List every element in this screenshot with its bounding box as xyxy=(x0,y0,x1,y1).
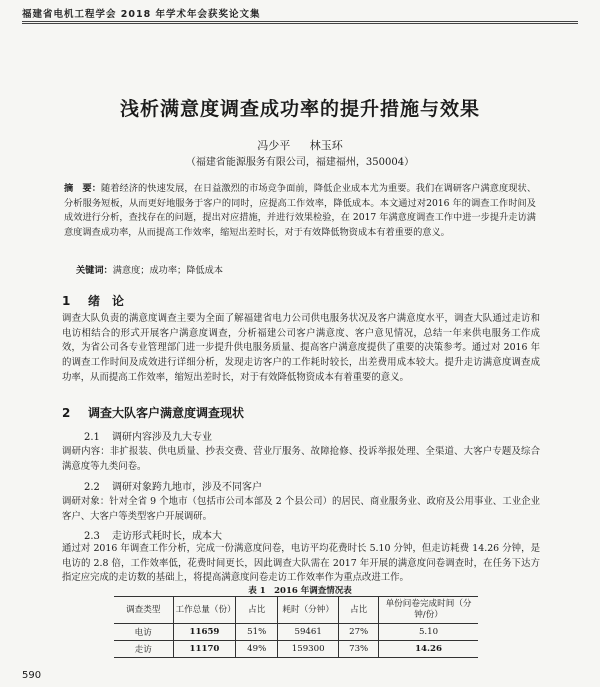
paper-title: 浅析满意度调查成功率的提升措施与效果 xyxy=(119,98,480,120)
section-number: 1 xyxy=(62,294,71,308)
paragraph-survey-targets: 调研对象：针对全省 9 个地市（包括市公司本部及 2 个县公司）的居民、商业服务业、政府及公用事业、工业企业客户、大客户等类型客户开展调研。 xyxy=(62,496,540,522)
header-rule-top xyxy=(22,21,578,22)
subsection-title: 走访形式耗时长，成本大 xyxy=(112,531,222,542)
author-name: 冯少平 xyxy=(257,139,291,152)
table-cell: 电访 xyxy=(114,624,173,641)
table-cell: 27% xyxy=(339,624,379,641)
abstract xyxy=(64,182,536,240)
survey-table xyxy=(114,596,478,658)
paragraph-visit-cost: 通过对 2016 年调查工作分析，完成一份满意度问卷，电访平均花费时长 5.10 分钟，但走访耗费 14.26 分钟，是电访的 2.8 倍，工作效率低，花费时间更长，因此调查大队需在 2017 年开展的满意度问卷调查时，在任务下达方指定应完成的走访数的基础上，将提高满意度问卷走访工作效率作为重点改进工作。 xyxy=(62,543,540,584)
table-cell: 14.26 xyxy=(379,641,478,658)
subsection-heading-2-1 xyxy=(84,428,212,443)
table-header-cell: 占比 xyxy=(236,597,278,624)
keywords xyxy=(76,262,223,276)
section-title: 绪 论 xyxy=(88,294,125,308)
section-number: 2 xyxy=(62,406,71,420)
table-header-row xyxy=(114,597,478,624)
table-cell: 159300 xyxy=(278,641,339,658)
affiliation: （福建省能源服务有限公司，福建福州，350004） xyxy=(185,157,415,168)
paragraph-introduction: 调查大队负责的满意度调查主要为全面了解福建省电力公司供电服务状况及客户满意度水平，调查大队通过走访和电访相结合的形式开展客户满意度调查，分析福建公司客户满意度、客户意见情况，总结一年来供电服务工作成效，为省公司各专业管理部门进一步提升供电服务质量、提高客户满意度提供了重要的决策参考。通过对 2016 年的调查工作时间及成效进行详细分析，发现走访客户的工作耗时较长，出差费用成本较大。提升走访满意度调查成功率，从而提高工作效率，缩短出差时长，对于有效降低物资成本有着重要的意义。 xyxy=(62,313,540,383)
table-header-cell: 调查类型 xyxy=(114,597,173,624)
table-row xyxy=(114,624,478,641)
table-cell: 11170 xyxy=(173,641,236,658)
author-line xyxy=(0,137,600,153)
paragraph-survey-content: 调研内容：非扩报装、供电质量、抄表交费、营业厅服务、故障抢修、投诉举报处理、全渠道、大客户专题及综合满意度等九类问卷。 xyxy=(62,446,540,472)
table-cell: 73% xyxy=(339,641,379,658)
section-heading-1 xyxy=(62,292,124,309)
table-cell: 59461 xyxy=(278,624,339,641)
page-number: 590 xyxy=(22,670,42,681)
keywords-label: 关键词： xyxy=(76,265,113,276)
table-cell: 走访 xyxy=(114,641,173,658)
table-cell: 11659 xyxy=(173,624,236,641)
author-name: 林玉环 xyxy=(309,139,343,152)
subsection-number: 2.2 xyxy=(84,482,100,493)
subsection-title: 调研对象跨九地市，涉及不同客户 xyxy=(112,482,262,493)
table-header-cell: 耗时（分钟） xyxy=(278,597,339,624)
table-cell: 49% xyxy=(236,641,278,658)
subsection-number: 2.3 xyxy=(84,531,100,542)
subsection-number: 2.1 xyxy=(84,432,100,443)
table-header-cell: 工作总量（份） xyxy=(173,597,236,624)
table-cell: 51% xyxy=(236,624,278,641)
table-row xyxy=(114,641,478,658)
table-cell: 5.10 xyxy=(379,624,478,641)
running-header: 福建省电机工程学会 2018 年学术年会获奖论文集 xyxy=(22,9,261,20)
table-header-cell: 占比 xyxy=(339,597,379,624)
header-rule-bottom xyxy=(22,23,578,24)
section-heading-2 xyxy=(62,404,244,421)
keywords-text: 满意度；成功率；降低成本 xyxy=(112,265,223,276)
subsection-heading-2-3 xyxy=(84,527,222,542)
subsection-title: 调研内容涉及九大专业 xyxy=(112,432,212,443)
table-caption: 表 1 2016 年调查情况表 xyxy=(248,586,352,596)
section-title: 调查大队客户满意度调查现状 xyxy=(88,406,245,420)
subsection-heading-2-2 xyxy=(84,478,262,493)
table-header-cell: 单份问卷完成时间（分钟/份） xyxy=(379,597,478,624)
abstract-text: 随着经济的快速发展，在日益激烈的市场竞争面前，降低企业成本尤为重要。我们在调研客户满意度现状、分析服务短板，从而更好地服务于客户的同时，应提高工作效率，降低成本。本文通过对2016 年的调查工作时间及成效进行分析，查找存在的问题，提出对应措施，并进行效果检验，在 2017 年满意度调查工作中进一步提升走访满意度调查成功率，从而提高工作效率，缩短出差时长，对于有效降低物资成本有着重要的意义。 xyxy=(64,183,537,238)
abstract-label: 摘 要： xyxy=(64,183,102,194)
